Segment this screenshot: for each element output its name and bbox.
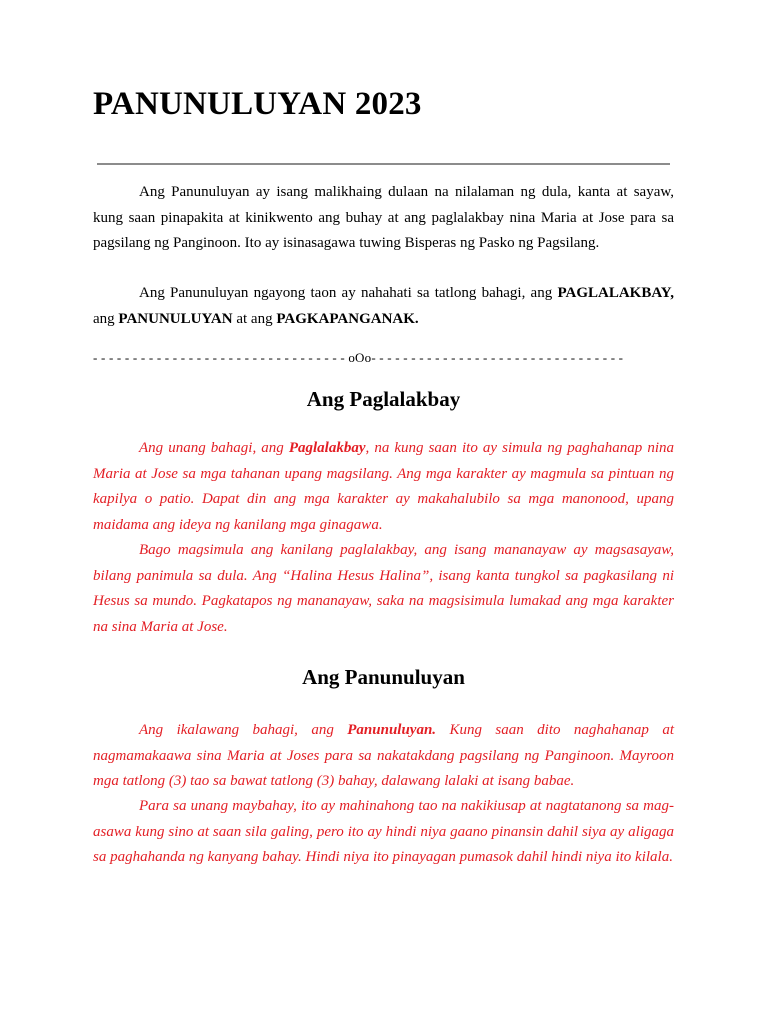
intro-paragraph-2-lead: Ang Panunuluyan ngayong taon ay nahahati sa tatlong bahagi, ang: [139, 285, 558, 301]
section-heading-paglalakbay: Ang Paglalakbay: [306, 387, 461, 411]
intro-separator-1: ang: [93, 310, 119, 327]
section1-paragraph-2: Bago magsimula ang kanilang paglalakbay, ang isang mananayaw ay magsasayaw, bilang panimula sa dula. Ang “Halina Hesus Halina”, isang kanta tungkol sa pagkasilang ni Hesus sa mundo. Pagkatapos ng mananayaw, saka na magsisimula lumakad ang mga karakter na sina Maria at Jose.: [93, 542, 674, 635]
ornamental-divider: - - - - - - - - - - - - - - - - - - - - - - - - - - - - - - - - oOo- - - - - - - - - - - - - - - - - - - - - - - - - - - - - - - -: [93, 350, 624, 365]
section1-paragraph-1: [93, 436, 674, 538]
section-heading-panunuluyan: Ang Panunuluyan: [302, 665, 465, 689]
section2-paragraph-1-lead: Ang ikalawang bahagi, ang: [139, 722, 348, 738]
part-name-paglalakbay: PAGLALAKBAY,: [557, 285, 674, 301]
part-name-panunuluyan: PANUNULUYAN: [118, 310, 233, 327]
section1-bold-term: Paglalakbay: [288, 440, 366, 456]
section2-paragraph-2: Para sa unang maybahay, ito ay mahinahong tao na nakikiusap at nagtatanong sa mag-asawa kung sino at saan sila galing, pero ito ay hindi niya gaano pinansin dahil siya ay aligaga sa paghahanda ng kanyang bahay. Hindi niya ito pinayagan pumasok dahil hindi niya ito kilala.: [93, 798, 674, 865]
intro-paragraph-1: Ang Panunuluyan ay isang malikhaing dulaan na nilalaman ng dula, kanta at sayaw, kung saan pinapakita at kinikwento ang buhay at ang paglalakbay nina Maria at Jose para sa pagsilang ng Panginoon. Ito ay isinasagawa tuwing Bisperas ng Pasko ng Pagsilang.: [93, 184, 674, 251]
horizontal-rule: [97, 163, 670, 165]
intro-separator-2: at ang: [232, 310, 277, 327]
section1-paragraph-1-rest: , na kung saan ito ay simula ng paghahanap nina Maria at Jose sa mga tahanan upang magsilang. Ang mga karakter ay magmula sa pintuan ng kapilya o patio. Dapat din ang mga karakter ay makahalubilo sa mga manonood, upang maidama ang ideya ng kanilang mga ginagawa.: [93, 440, 674, 533]
section1-paragraph-1-lead: Ang unang bahagi, ang: [139, 440, 289, 456]
page-title: PANUNULUYAN 2023: [93, 86, 422, 122]
section2-paragraph-1: [93, 718, 674, 795]
section2-paragraph-1-rest: Kung saan dito naghahanap at nagmamakaawa sina Maria at Joses para sa nakatakdang pagsilang ng Panginoon. Mayroon mga tatlong (3) tao sa bawat tatlong (3) bahay, dalawang lalaki at isang babae.: [93, 722, 674, 789]
section2-bold-term: Panunuluyan.: [347, 722, 437, 738]
part-name-pagkapanganak: PAGKAPANGANAK.: [276, 310, 419, 327]
intro-paragraph-2: [93, 281, 674, 332]
